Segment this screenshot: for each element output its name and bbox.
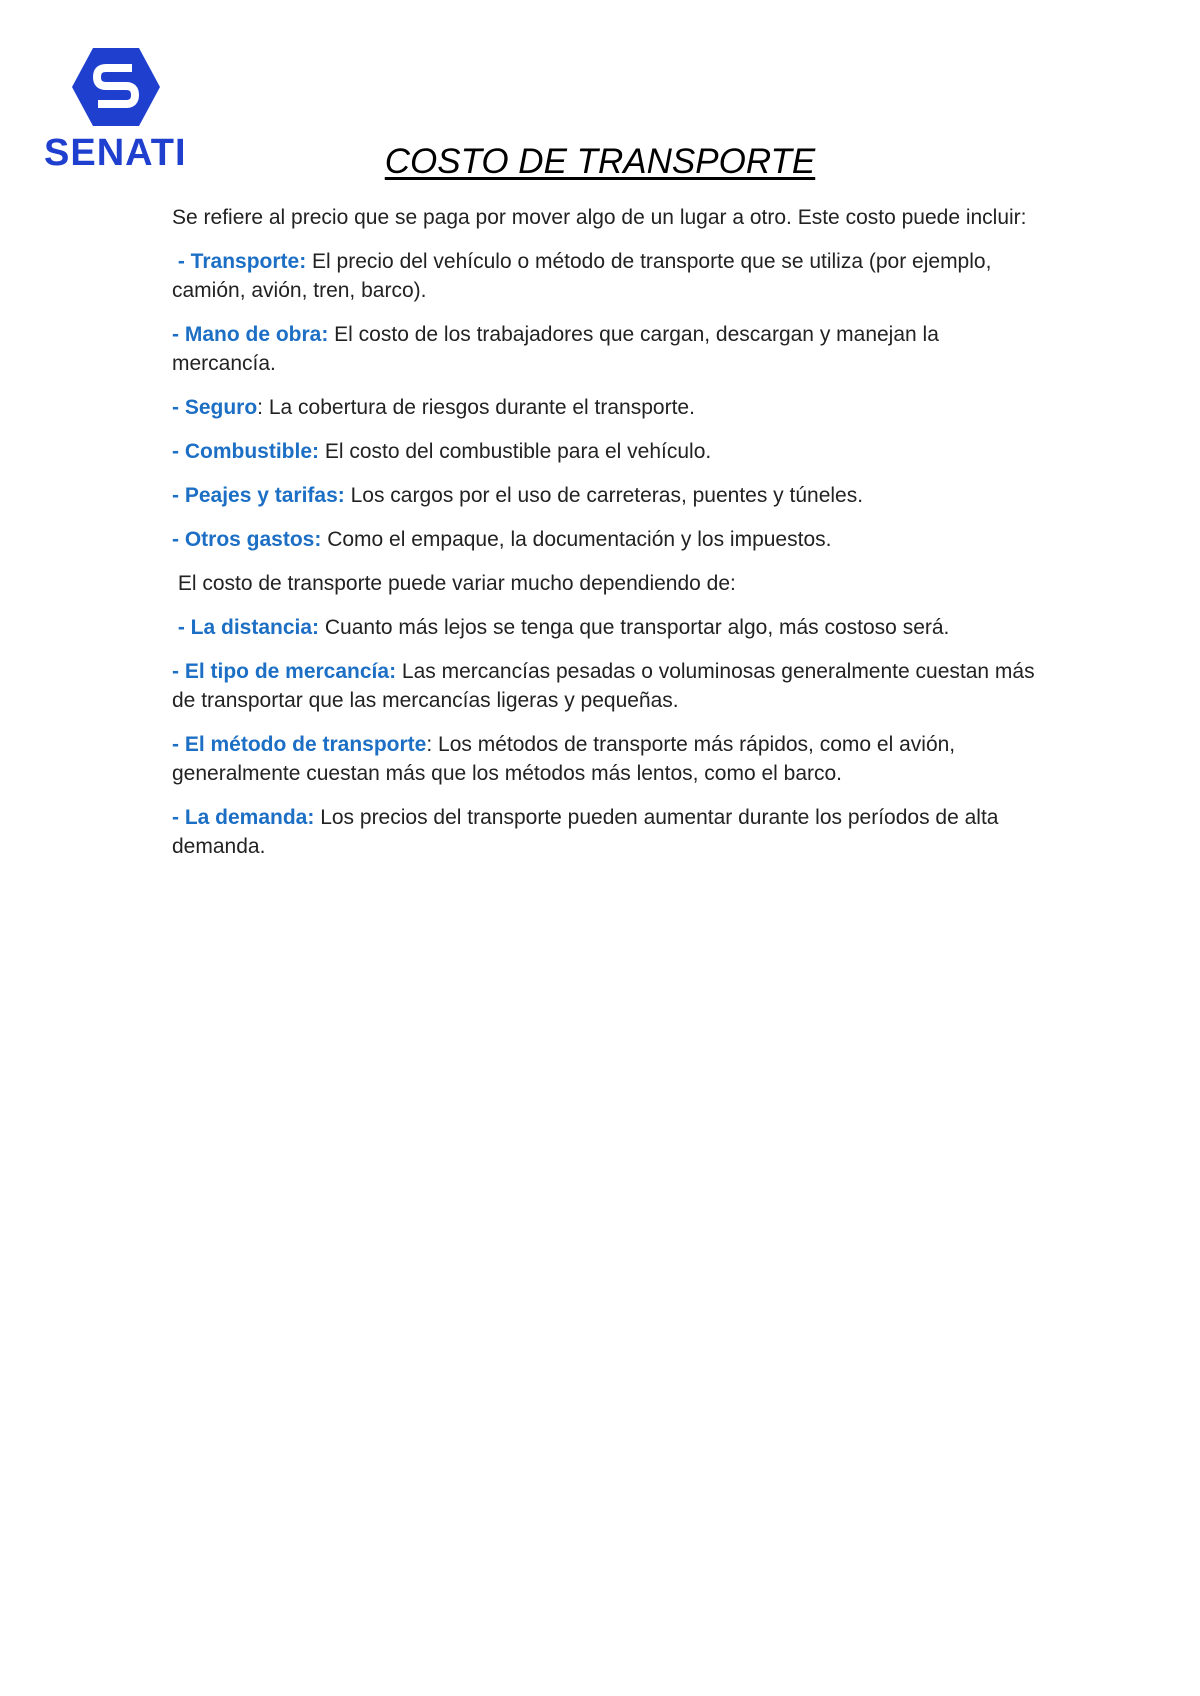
list-item — [172, 393, 1042, 422]
term-label: - La distancia: — [172, 616, 320, 639]
term-label: - La demanda: — [172, 806, 315, 829]
term-description: : La cobertura de riesgos durante el transporte. — [257, 396, 695, 419]
term-label: - Otros gastos: — [172, 528, 322, 551]
term-label: - El método de transporte — [172, 733, 427, 756]
term-label: - Mano de obra: — [172, 323, 329, 346]
list-item — [172, 481, 1042, 510]
term-label: - Peajes y tarifas: — [172, 484, 345, 507]
term-label: - El tipo de mercancía: — [172, 660, 397, 683]
term-description: El precio del vehículo o método de transporte que se utiliza (por ejemplo, camión, avión, tren, barco). — [172, 250, 992, 302]
intro-paragraph: Se refiere al precio que se paga por mover algo de un lugar a otro. Este costo puede incluir: — [172, 206, 1027, 229]
term-description: Cuanto más lejos se tenga que transportar algo, más costoso será. — [319, 616, 950, 639]
page-title: COSTO DE TRANSPORTE — [384, 142, 816, 181]
list-item — [172, 437, 1042, 466]
list-item — [172, 525, 1042, 554]
term-label: - Transporte: — [172, 250, 307, 273]
term-description: Los cargos por el uso de carreteras, puentes y túneles. — [344, 484, 864, 507]
term-description: Las mercancías pesadas o voluminosas generalmente cuestan más de transportar que las mercancías ligeras y pequeñas. — [172, 660, 1035, 712]
list-item — [172, 730, 1042, 788]
term-description: El costo del combustible para el vehículo. — [319, 440, 712, 463]
term-description: El costo de los trabajadores que cargan, descargan y manejan la mercancía. — [172, 323, 939, 375]
term-description: : Los métodos de transporte más rápidos, como el avión, generalmente cuestan más que los métodos más lentos, como el barco. — [172, 733, 956, 785]
list-item — [172, 803, 1042, 861]
term-label: - Combustible: — [172, 440, 319, 463]
senati-hexagon-s-icon — [70, 46, 162, 128]
term-description: Los precios del transporte pueden aumentar durante los períodos de alta demanda. — [172, 806, 999, 858]
term-label: - Seguro — [172, 396, 258, 419]
list-item — [172, 657, 1042, 715]
term-description: Como el empaque, la documentación y los impuestos. — [321, 528, 832, 551]
list-item — [172, 613, 1042, 642]
list-item — [172, 247, 1042, 305]
middle-paragraph: El costo de transporte puede variar mucho dependiendo de: — [172, 572, 736, 595]
list-item — [172, 320, 1042, 378]
logo-text: SENATI — [44, 132, 187, 174]
document-body — [172, 203, 1042, 876]
